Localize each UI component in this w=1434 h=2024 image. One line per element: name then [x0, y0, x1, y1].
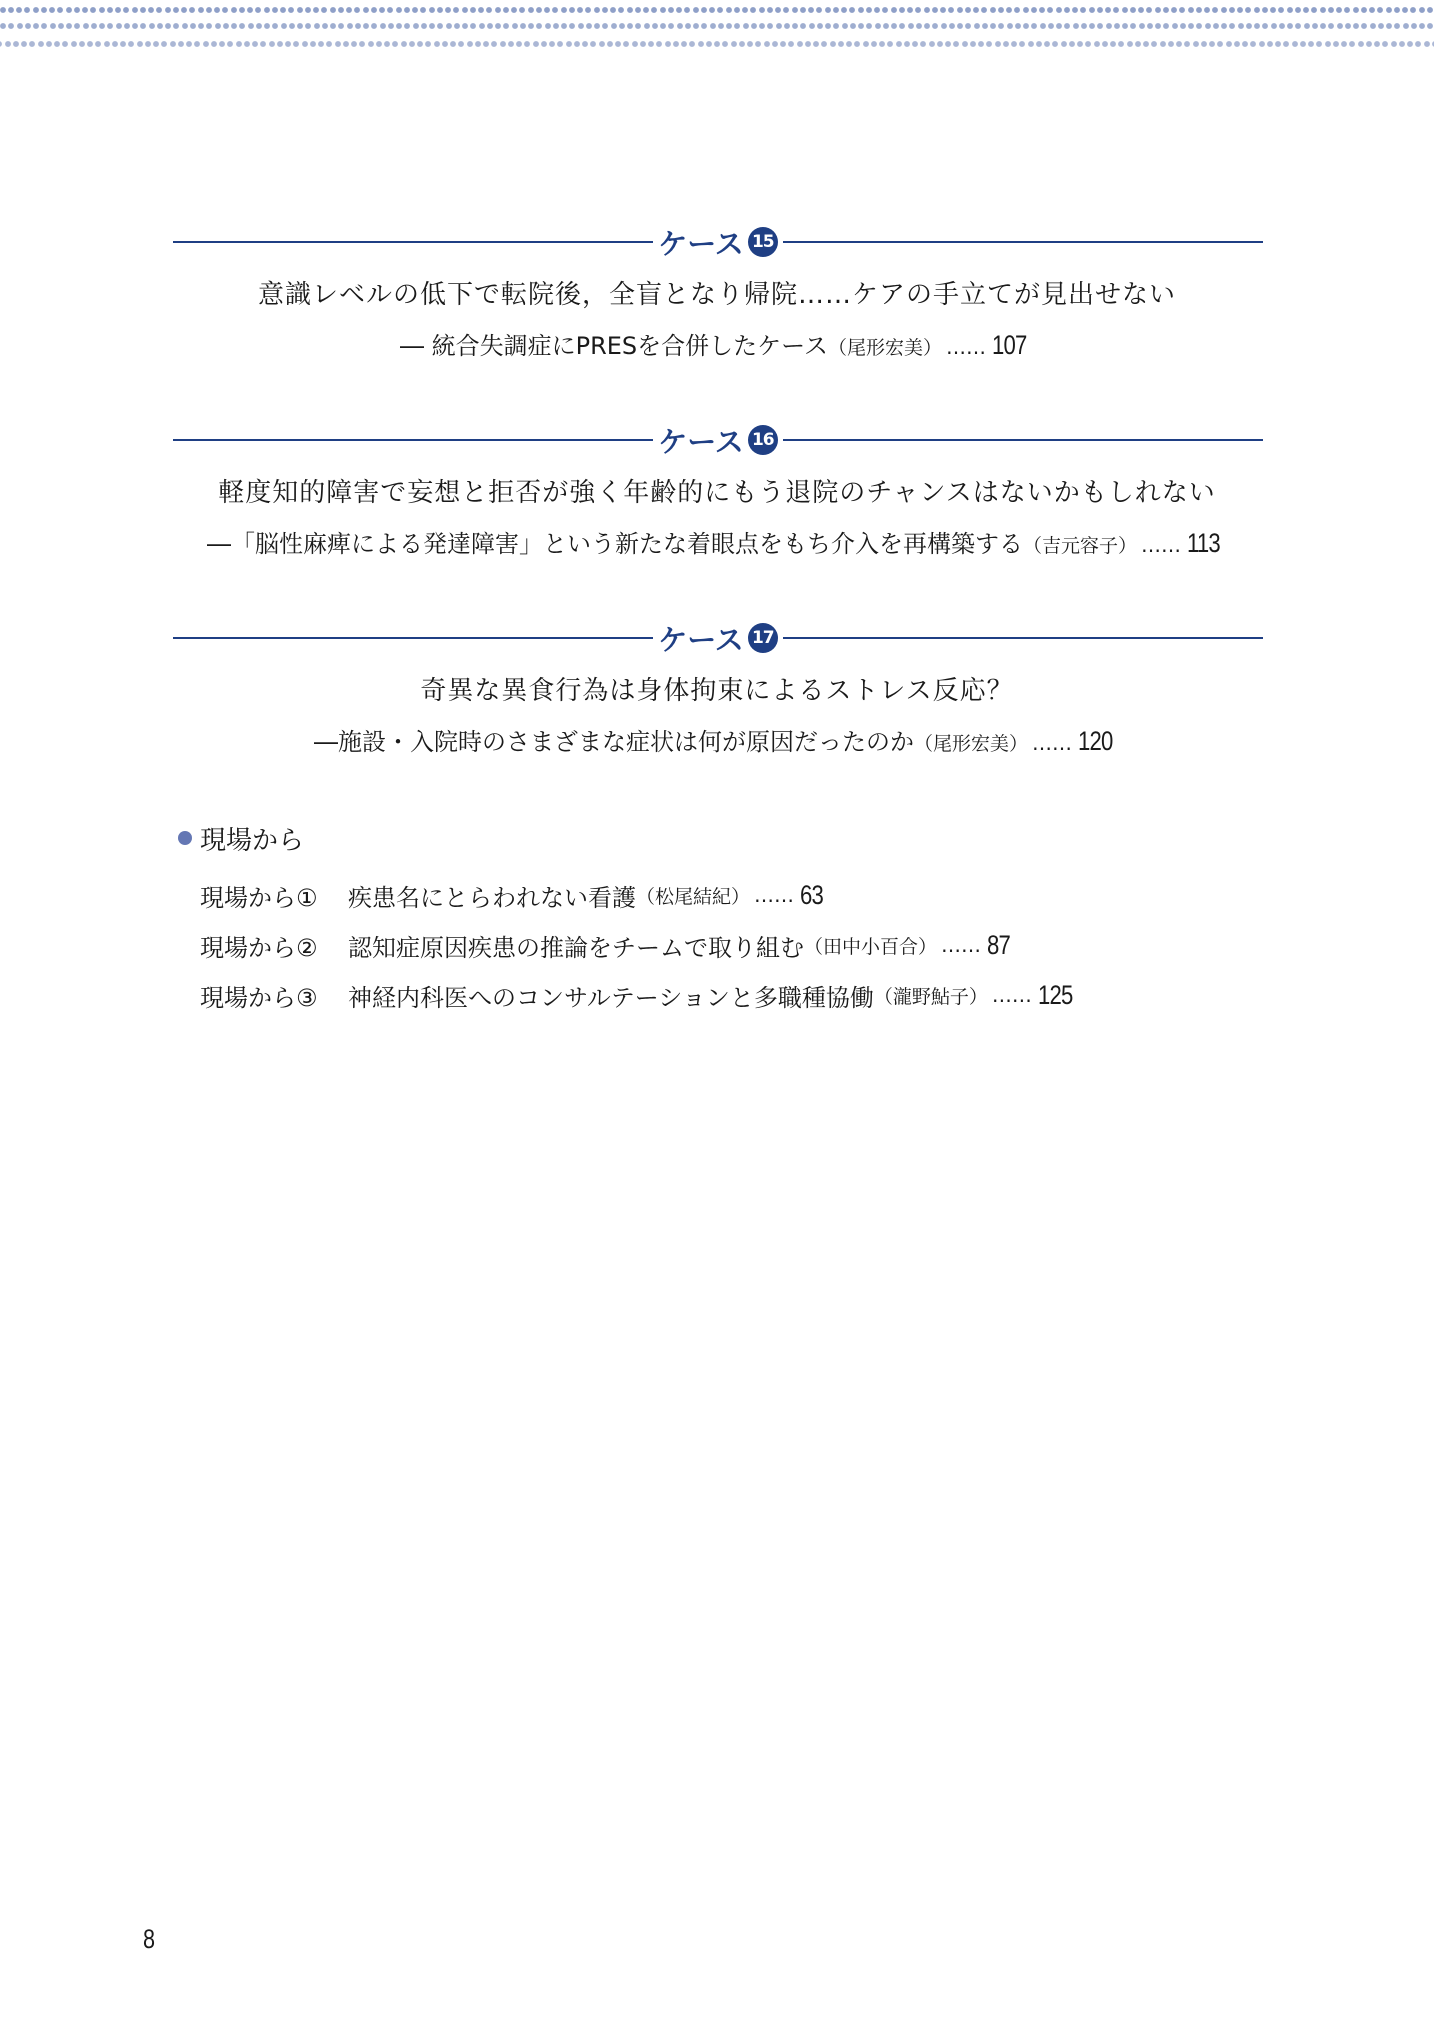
genba-item-label: 現場から② — [200, 933, 318, 962]
case-label-text: ケース — [658, 226, 744, 261]
case-label — [653, 418, 783, 462]
divider-line — [783, 439, 1263, 441]
genba-item-page-number[interactable]: 125 — [1037, 979, 1073, 1010]
case-header — [173, 616, 1263, 660]
case-subtitle: ―施設・入院時のさまざまな症状は何が原因だったのか — [313, 728, 914, 756]
case-author: （尾形宏美） — [913, 733, 1028, 755]
divider-line — [173, 241, 653, 243]
case-page-number[interactable]: 120 — [1077, 726, 1113, 756]
case-label — [653, 220, 783, 264]
list-item — [200, 970, 1300, 1020]
genba-list — [200, 870, 1300, 1020]
page-number: 8 — [143, 1924, 156, 1954]
case-number-badge: 17 — [748, 623, 778, 653]
divider-line — [173, 439, 653, 441]
case-number-badge: 16 — [748, 425, 778, 455]
leader-dots: …… — [754, 883, 795, 907]
case-header — [173, 220, 1263, 264]
case-number-badge: 15 — [748, 227, 778, 257]
list-item — [200, 870, 1300, 920]
leader-dots: …… — [945, 335, 986, 359]
pattern-row — [0, 20, 1434, 32]
genba-heading-text: 現場から — [200, 825, 305, 856]
case-subtitle-line — [0, 722, 1434, 757]
divider-line — [783, 241, 1263, 243]
genba-item-label: 現場から③ — [200, 983, 318, 1012]
case-author: （吉元容子） — [1022, 535, 1137, 557]
genba-item-author: （松尾結紀） — [636, 885, 751, 908]
case-subtitle: ― 統合失調症にPRESを合併したケース — [399, 332, 828, 360]
case-title: 意識レベルの低下で転院後，全盲となり帰院……ケアの手立てが見出せない — [257, 280, 1176, 310]
genba-item-author: （田中小百合） — [804, 935, 938, 958]
genba-item-page-number[interactable]: 63 — [800, 879, 824, 910]
pattern-row — [0, 38, 1434, 50]
case-subtitle-line — [0, 326, 1434, 361]
case-label-text: ケース — [658, 424, 744, 459]
divider-line — [783, 637, 1263, 639]
list-item — [200, 920, 1300, 970]
case-page-number[interactable]: 113 — [1186, 528, 1220, 558]
leader-dots: …… — [991, 983, 1032, 1007]
bullet-icon — [178, 831, 192, 845]
genba-item-title: 疾患名にとらわれない看護 — [348, 883, 636, 912]
case-author: （尾形宏美） — [827, 337, 942, 359]
divider-line — [173, 637, 653, 639]
genba-item-title: 神経内科医へのコンサルテーションと多職種協働 — [348, 983, 874, 1012]
genba-item-page-number[interactable]: 87 — [987, 929, 1011, 960]
case-label-text: ケース — [658, 622, 744, 657]
case-subtitle: ―「脳性麻痺による発達障害」という新たな着眼点をもち介入を再構築する — [206, 530, 1023, 558]
genba-item-label: 現場から① — [200, 883, 318, 912]
leader-dots: …… — [1140, 533, 1181, 557]
pattern-row — [0, 4, 1434, 16]
genba-item-author: （瀧野鮎子） — [873, 985, 988, 1008]
case-header — [173, 418, 1263, 462]
case-title: 軽度知的障害で妄想と拒否が強く年齢的にもう退院のチャンスはないかもしれない — [218, 478, 1216, 508]
case-label — [653, 616, 783, 660]
header-pattern — [0, 0, 1434, 56]
case-subtitle-line — [0, 524, 1434, 559]
genba-item-title: 認知症原因疾患の推論をチームで取り組む — [348, 933, 804, 962]
leader-dots: …… — [1031, 731, 1072, 755]
case-title: 奇異な異食行為は身体拘束によるストレス反応？ — [420, 676, 1014, 706]
genba-heading — [178, 818, 304, 858]
leader-dots: …… — [941, 933, 982, 957]
case-page-number[interactable]: 107 — [991, 330, 1027, 360]
